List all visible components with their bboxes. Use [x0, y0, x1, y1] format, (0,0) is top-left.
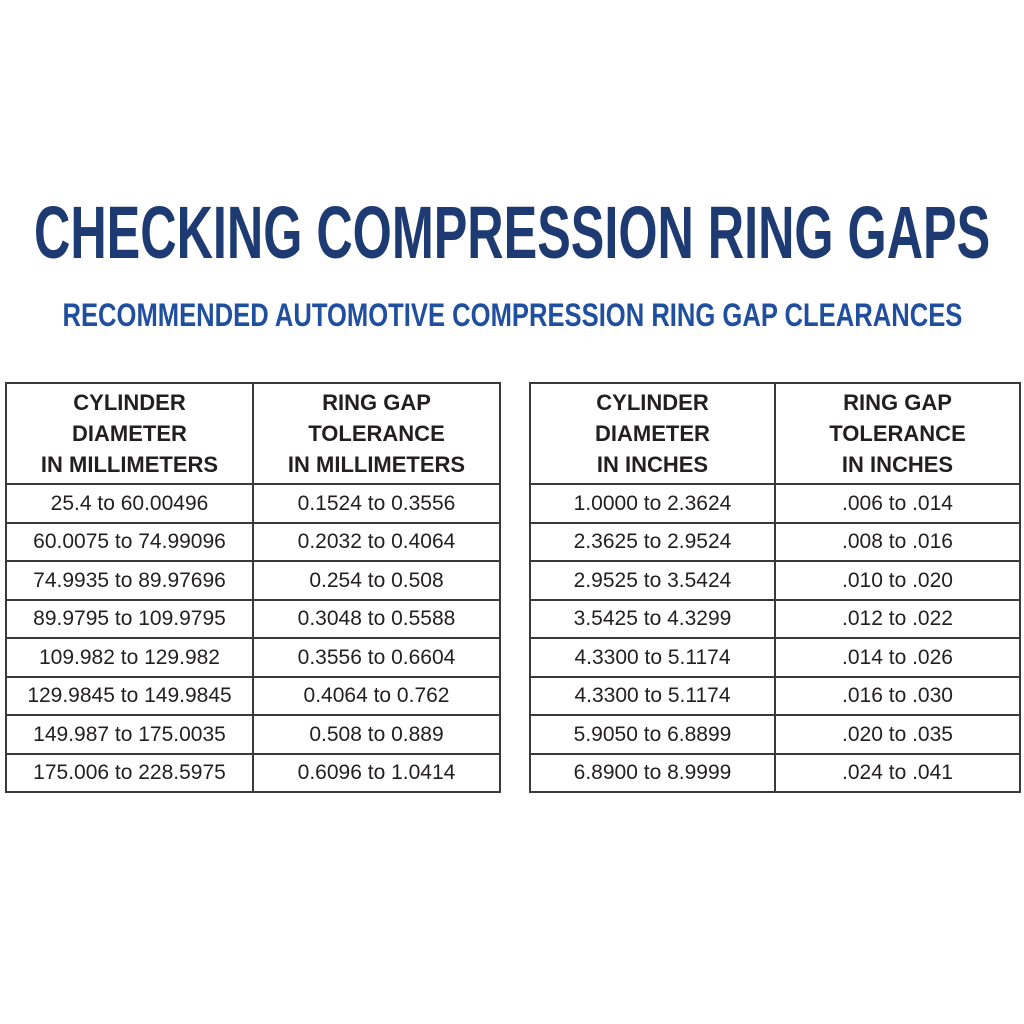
- table-cell: 0.4064 to 0.762: [253, 677, 500, 716]
- header-line: IN MILLIMETERS: [287, 452, 466, 477]
- ring-gap-table-millimeters: [5, 382, 501, 793]
- table-row: [6, 523, 500, 562]
- table-cell: 5.9050 to 6.8899: [530, 715, 775, 754]
- table-row: [6, 600, 500, 639]
- table-row: [530, 561, 1020, 600]
- page-subtitle: RECOMMENDED AUTOMOTIVE COMPRESSION RING GAP CLEARANCES: [62, 297, 962, 333]
- table-cell: 60.0075 to 74.99096: [6, 523, 253, 562]
- table-cell: 2.9525 to 3.5424: [530, 561, 775, 600]
- page-title: CHECKING COMPRESSION RING GAPS: [33, 191, 991, 274]
- header-line: DIAMETER: [595, 421, 710, 446]
- table-cell: 109.982 to 129.982: [6, 638, 253, 677]
- header-ring-gap-tolerance-mm: [253, 383, 500, 484]
- table-row: [530, 677, 1020, 716]
- header-line: IN INCHES: [841, 452, 954, 477]
- table-cell: 0.2032 to 0.4064: [253, 523, 500, 562]
- table-cell: .010 to .020: [775, 561, 1020, 600]
- title-row: [0, 191, 1024, 274]
- table-header-mm: [6, 383, 500, 484]
- table-cell: .024 to .041: [775, 754, 1020, 793]
- table-cell: 149.987 to 175.0035: [6, 715, 253, 754]
- table-cell: 2.3625 to 2.9524: [530, 523, 775, 562]
- table-cell: .020 to .035: [775, 715, 1020, 754]
- table-row: [530, 715, 1020, 754]
- table-cell: 175.006 to 228.5975: [6, 754, 253, 793]
- table-cell: .014 to .026: [775, 638, 1020, 677]
- header-row: [6, 383, 500, 484]
- ring-gap-table-inches: [529, 382, 1021, 793]
- table-cell: 1.0000 to 2.3624: [530, 484, 775, 523]
- header-line: TOLERANCE: [308, 421, 445, 446]
- table-row: [530, 754, 1020, 793]
- header-line: DIAMETER: [72, 421, 187, 446]
- table-cell: 6.8900 to 8.9999: [530, 754, 775, 793]
- header-line: IN INCHES: [596, 452, 709, 477]
- table-cell: 4.3300 to 5.1174: [530, 638, 775, 677]
- table-cell: 0.3556 to 0.6604: [253, 638, 500, 677]
- table-header-inches: [530, 383, 1020, 484]
- table-cell: .008 to .016: [775, 523, 1020, 562]
- header-row: [530, 383, 1020, 484]
- header-line: RING GAP: [322, 390, 431, 415]
- table-cell: 0.508 to 0.889: [253, 715, 500, 754]
- table-row: [530, 523, 1020, 562]
- table-cell: 0.3048 to 0.5588: [253, 600, 500, 639]
- table-cell: .016 to .030: [775, 677, 1020, 716]
- table-cell: 74.9935 to 89.97696: [6, 561, 253, 600]
- table-cell: 4.3300 to 5.1174: [530, 677, 775, 716]
- table-body-inches: [530, 484, 1020, 792]
- table-row: [530, 484, 1020, 523]
- table-cell: 3.5425 to 4.3299: [530, 600, 775, 639]
- header-line: IN MILLIMETERS: [40, 452, 219, 477]
- table-cell: 0.254 to 0.508: [253, 561, 500, 600]
- table-cell: 0.1524 to 0.3556: [253, 484, 500, 523]
- table-cell: 129.9845 to 149.9845: [6, 677, 253, 716]
- table-body-mm: [6, 484, 500, 792]
- subtitle-row: [0, 298, 1024, 332]
- table-row: [6, 638, 500, 677]
- table-row: [6, 484, 500, 523]
- header-ring-gap-tolerance-inches: [775, 383, 1020, 484]
- table-row: [6, 715, 500, 754]
- table-cell: 0.6096 to 1.0414: [253, 754, 500, 793]
- table-cell: .006 to .014: [775, 484, 1020, 523]
- table-cell: 89.9795 to 109.9795: [6, 600, 253, 639]
- table-row: [6, 561, 500, 600]
- header-cylinder-diameter-inches: [530, 383, 775, 484]
- header-line: RING GAP: [843, 390, 952, 415]
- table-cell: 25.4 to 60.00496: [6, 484, 253, 523]
- header-line: TOLERANCE: [829, 421, 966, 446]
- table-row: [530, 638, 1020, 677]
- header-line: CYLINDER: [73, 390, 186, 415]
- header-line: CYLINDER: [596, 390, 709, 415]
- table-row: [530, 600, 1020, 639]
- table-cell: .012 to .022: [775, 600, 1020, 639]
- table-row: [6, 754, 500, 793]
- header-cylinder-diameter-mm: [6, 383, 253, 484]
- table-row: [6, 677, 500, 716]
